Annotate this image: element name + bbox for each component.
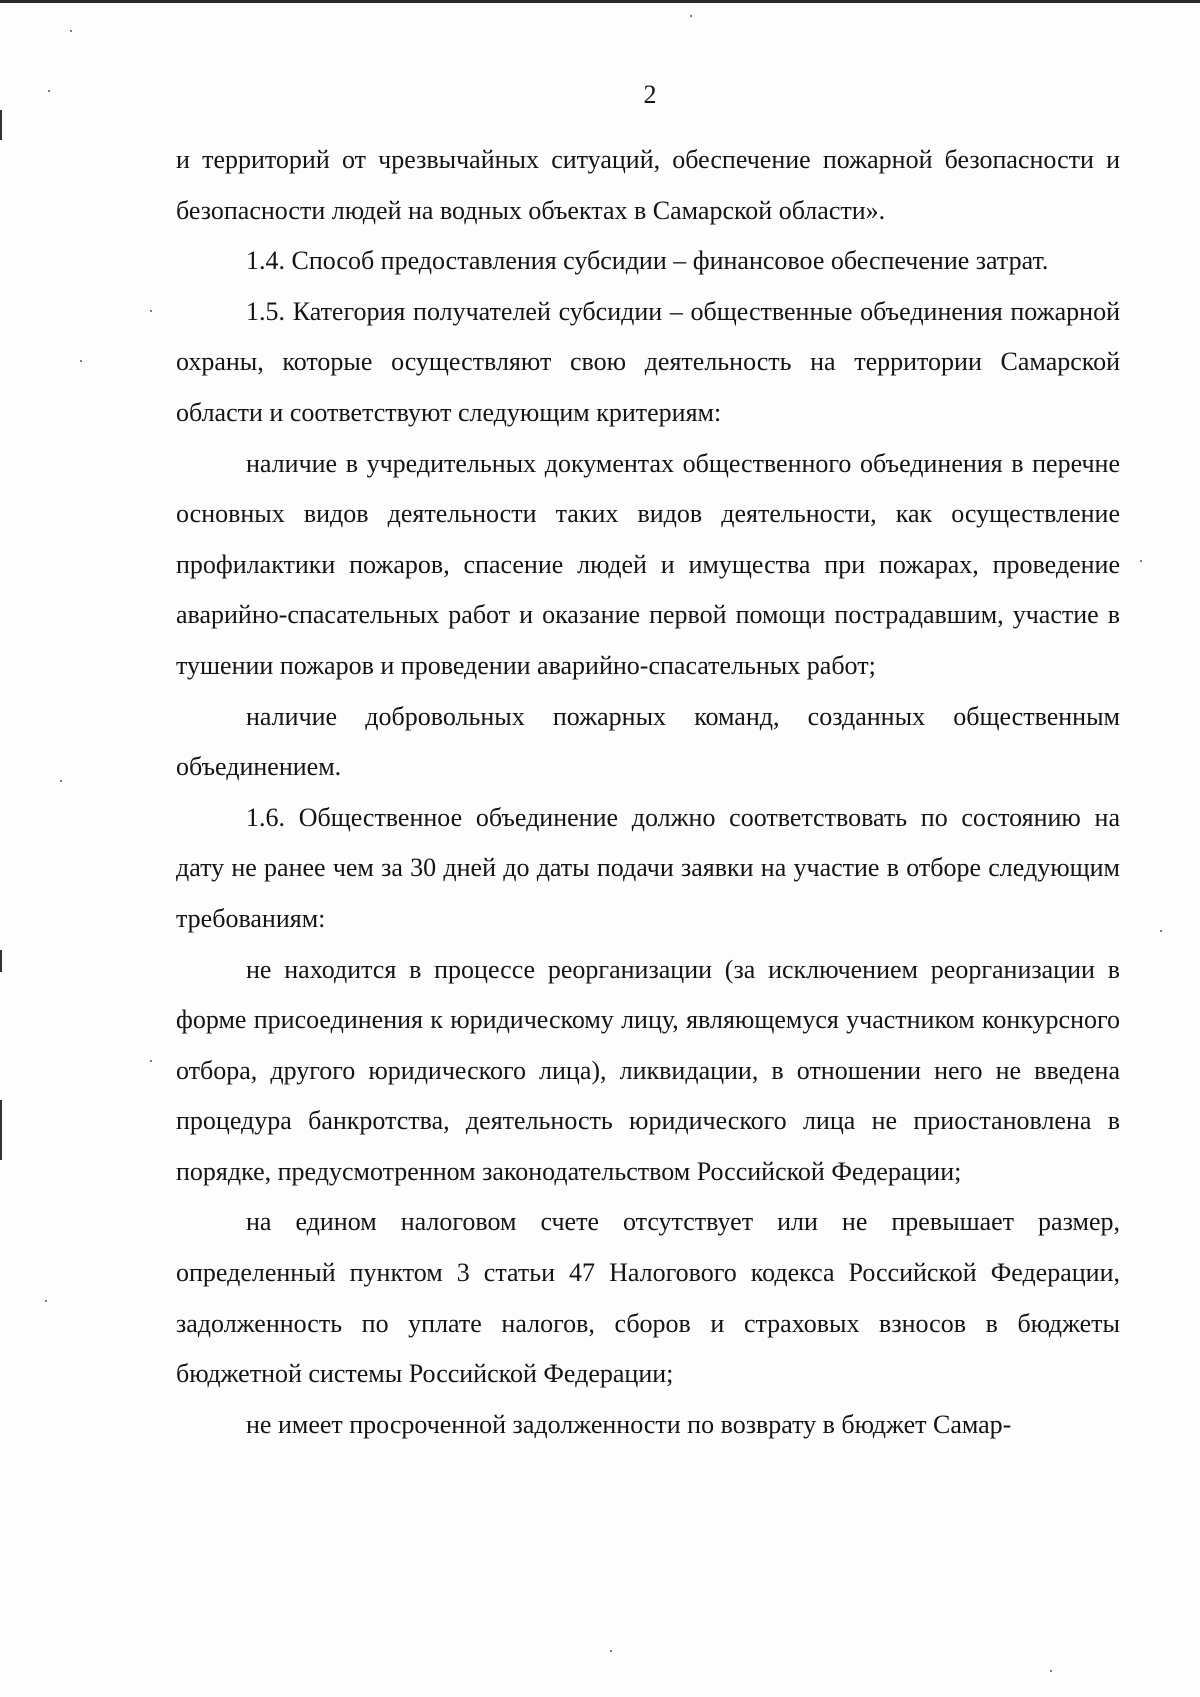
scan-speck — [610, 1650, 612, 1652]
paragraph: 1.4. Способ предоставления субсидии – финансовое обеспечение затрат. — [246, 246, 1049, 276]
scan-speck — [1160, 930, 1162, 932]
scan-speck — [80, 360, 82, 362]
scan-speck — [60, 780, 62, 782]
scan-left-edge-mark — [0, 110, 2, 140]
scan-speck — [690, 15, 692, 17]
paragraph: и территорий от чрезвычайных ситуаций, обеспечение пожарной безопасности и безопасности людей на водных объектах в Самарской области». — [176, 145, 1120, 225]
scan-speck — [1050, 1670, 1052, 1672]
scan-speck — [48, 90, 50, 92]
paragraph: наличие в учредительных документах общественного объединения в перечне основных видов деятельности таких видов деятельности, как осуществление профилактики пожаров, спасение людей и имущества при пожарах, проведение аварийно-спасательных работ и оказание первой помощи пострадавшим, участие в тушении пожаров и проведении аварийно-спасательных работ; — [176, 448, 1120, 680]
scan-speck — [70, 30, 72, 32]
paragraph: на едином налоговом счете отсутствует или не превышает размер, определенный пунктом 3 статьи 47 Налогового кодекса Российской Федерации, задолженность по уплате налогов, сборов и страховых взносов в бюджеты бюджетной системы Российской Федерации; — [176, 1207, 1120, 1389]
paragraph: наличие добровольных пожарных команд, созданных общественным объединением. — [176, 701, 1120, 782]
paragraph: 1.5. Категория получателей субсидии – общественные объединения пожарной охраны, которые осуществляют свою деятельность на территории Самарской области и соответствуют следующим критериям: — [176, 296, 1120, 427]
paragraph: 1.6. Общественное объединение должно соответствовать по состоянию на дату не ранее чем за 30 дней до даты подачи заявки на участие в отборе следующим требованиям: — [176, 802, 1120, 933]
scan-speck — [45, 1300, 47, 1302]
scan-top-edge — [0, 0, 1200, 3]
paragraph: не находится в процессе реорганизации (за исключением реорганизации в форме присоединения к юридическому лицу, являющемуся участником конкурсного отбора, другого юридического лица), ликвидации, в отношении него не введена процедура банкротства, деятельность юридического лица не приостановлена в порядке, предусмотренном законодательством Российской Федерации; — [176, 954, 1120, 1186]
scan-speck — [150, 1060, 152, 1062]
paragraph: не имеет просроченной задолженности по возврату в бюджет Самар- — [246, 1409, 1012, 1439]
scan-speck — [150, 310, 152, 312]
scan-speck — [1140, 560, 1142, 562]
page-number: 2 — [643, 80, 657, 109]
scan-left-edge-mark — [0, 1100, 2, 1160]
document-body — [176, 135, 1120, 1450]
scan-left-edge-mark — [0, 950, 2, 972]
